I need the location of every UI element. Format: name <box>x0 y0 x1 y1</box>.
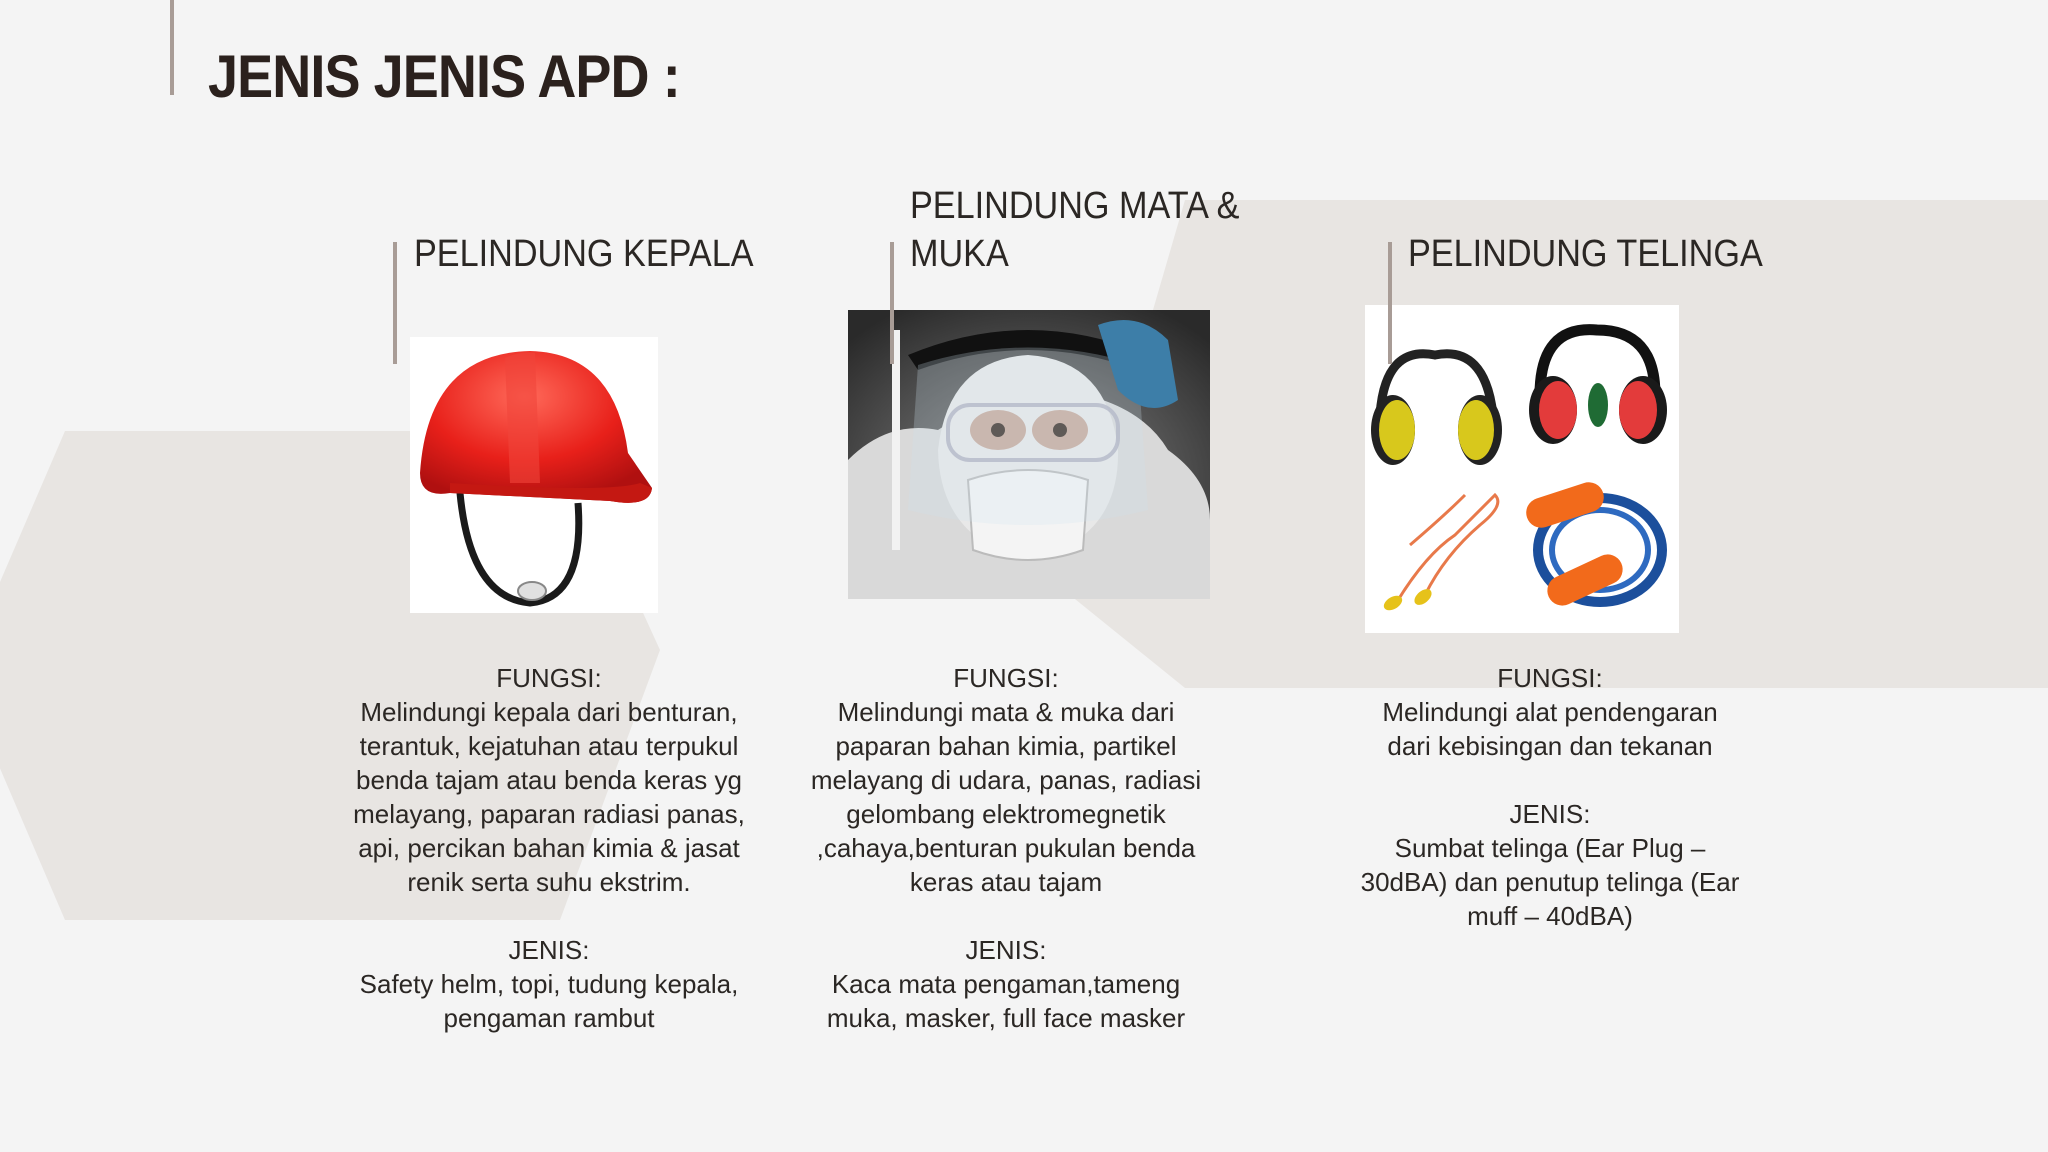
jenis-label: JENIS: <box>965 935 1047 965</box>
column-heading-ear-protection: PELINDUNG TELINGA <box>1408 233 1763 275</box>
heading-accent-bar-2 <box>890 242 894 364</box>
jenis-label: JENIS: <box>508 935 590 965</box>
title-accent-bar <box>170 0 174 95</box>
column-text-head-protection <box>345 661 753 1035</box>
ear-protection-image <box>1365 305 1679 633</box>
jenis-label: JENIS: <box>1509 799 1591 829</box>
page-title: JENIS JENIS APD : <box>208 43 680 110</box>
face-shield-icon <box>848 310 1210 599</box>
fungsi-label: FUNGSI: <box>953 663 1059 693</box>
ear-protection-icon <box>1365 305 1679 633</box>
hard-hat-icon <box>410 323 658 613</box>
jenis-text: Sumbat telinga (Ear Plug – 30dBA) dan penutup telinga (Ear muff – 40dBA) <box>1360 833 1740 931</box>
fungsi-text: Melindungi alat pendengaran dari kebisingan dan tekanan <box>1382 697 1718 761</box>
column-heading-line-1: PELINDUNG MATA & <box>910 185 1240 227</box>
helmet-image <box>410 323 658 613</box>
column-text-eye-face-protection <box>796 661 1216 1035</box>
jenis-text: Safety helm, topi, tudung kepala, pengaman rambut <box>359 969 739 1033</box>
column-heading-eye-face-protection <box>910 182 1239 278</box>
fungsi-text: Melindungi kepala dari benturan, terantuk, kejatuhan atau terpukul benda tajam atau benda keras yg melayang, paparan radiasi panas, api, percikan bahan kimia & jasat renik serta suhu ekstrim. <box>353 697 745 897</box>
heading-accent-bar-1 <box>393 242 397 364</box>
column-heading-line-2: MUKA <box>910 233 1009 275</box>
column-heading-head-protection: PELINDUNG KEPALA <box>414 233 754 275</box>
column-text-ear-protection <box>1360 661 1740 933</box>
jenis-text: Kaca mata pengaman,tameng muka, masker, full face masker <box>826 969 1186 1033</box>
fungsi-text: Melindungi mata & muka dari paparan bahan kimia, partikel melayang di udara, panas, radiasi gelombang elektromegnetik ,cahaya,benturan pukulan benda keras atau tajam <box>810 697 1202 897</box>
fungsi-label: FUNGSI: <box>496 663 602 693</box>
face-shield-image <box>848 310 1210 599</box>
heading-accent-bar-3 <box>1388 242 1392 364</box>
fungsi-label: FUNGSI: <box>1497 663 1603 693</box>
